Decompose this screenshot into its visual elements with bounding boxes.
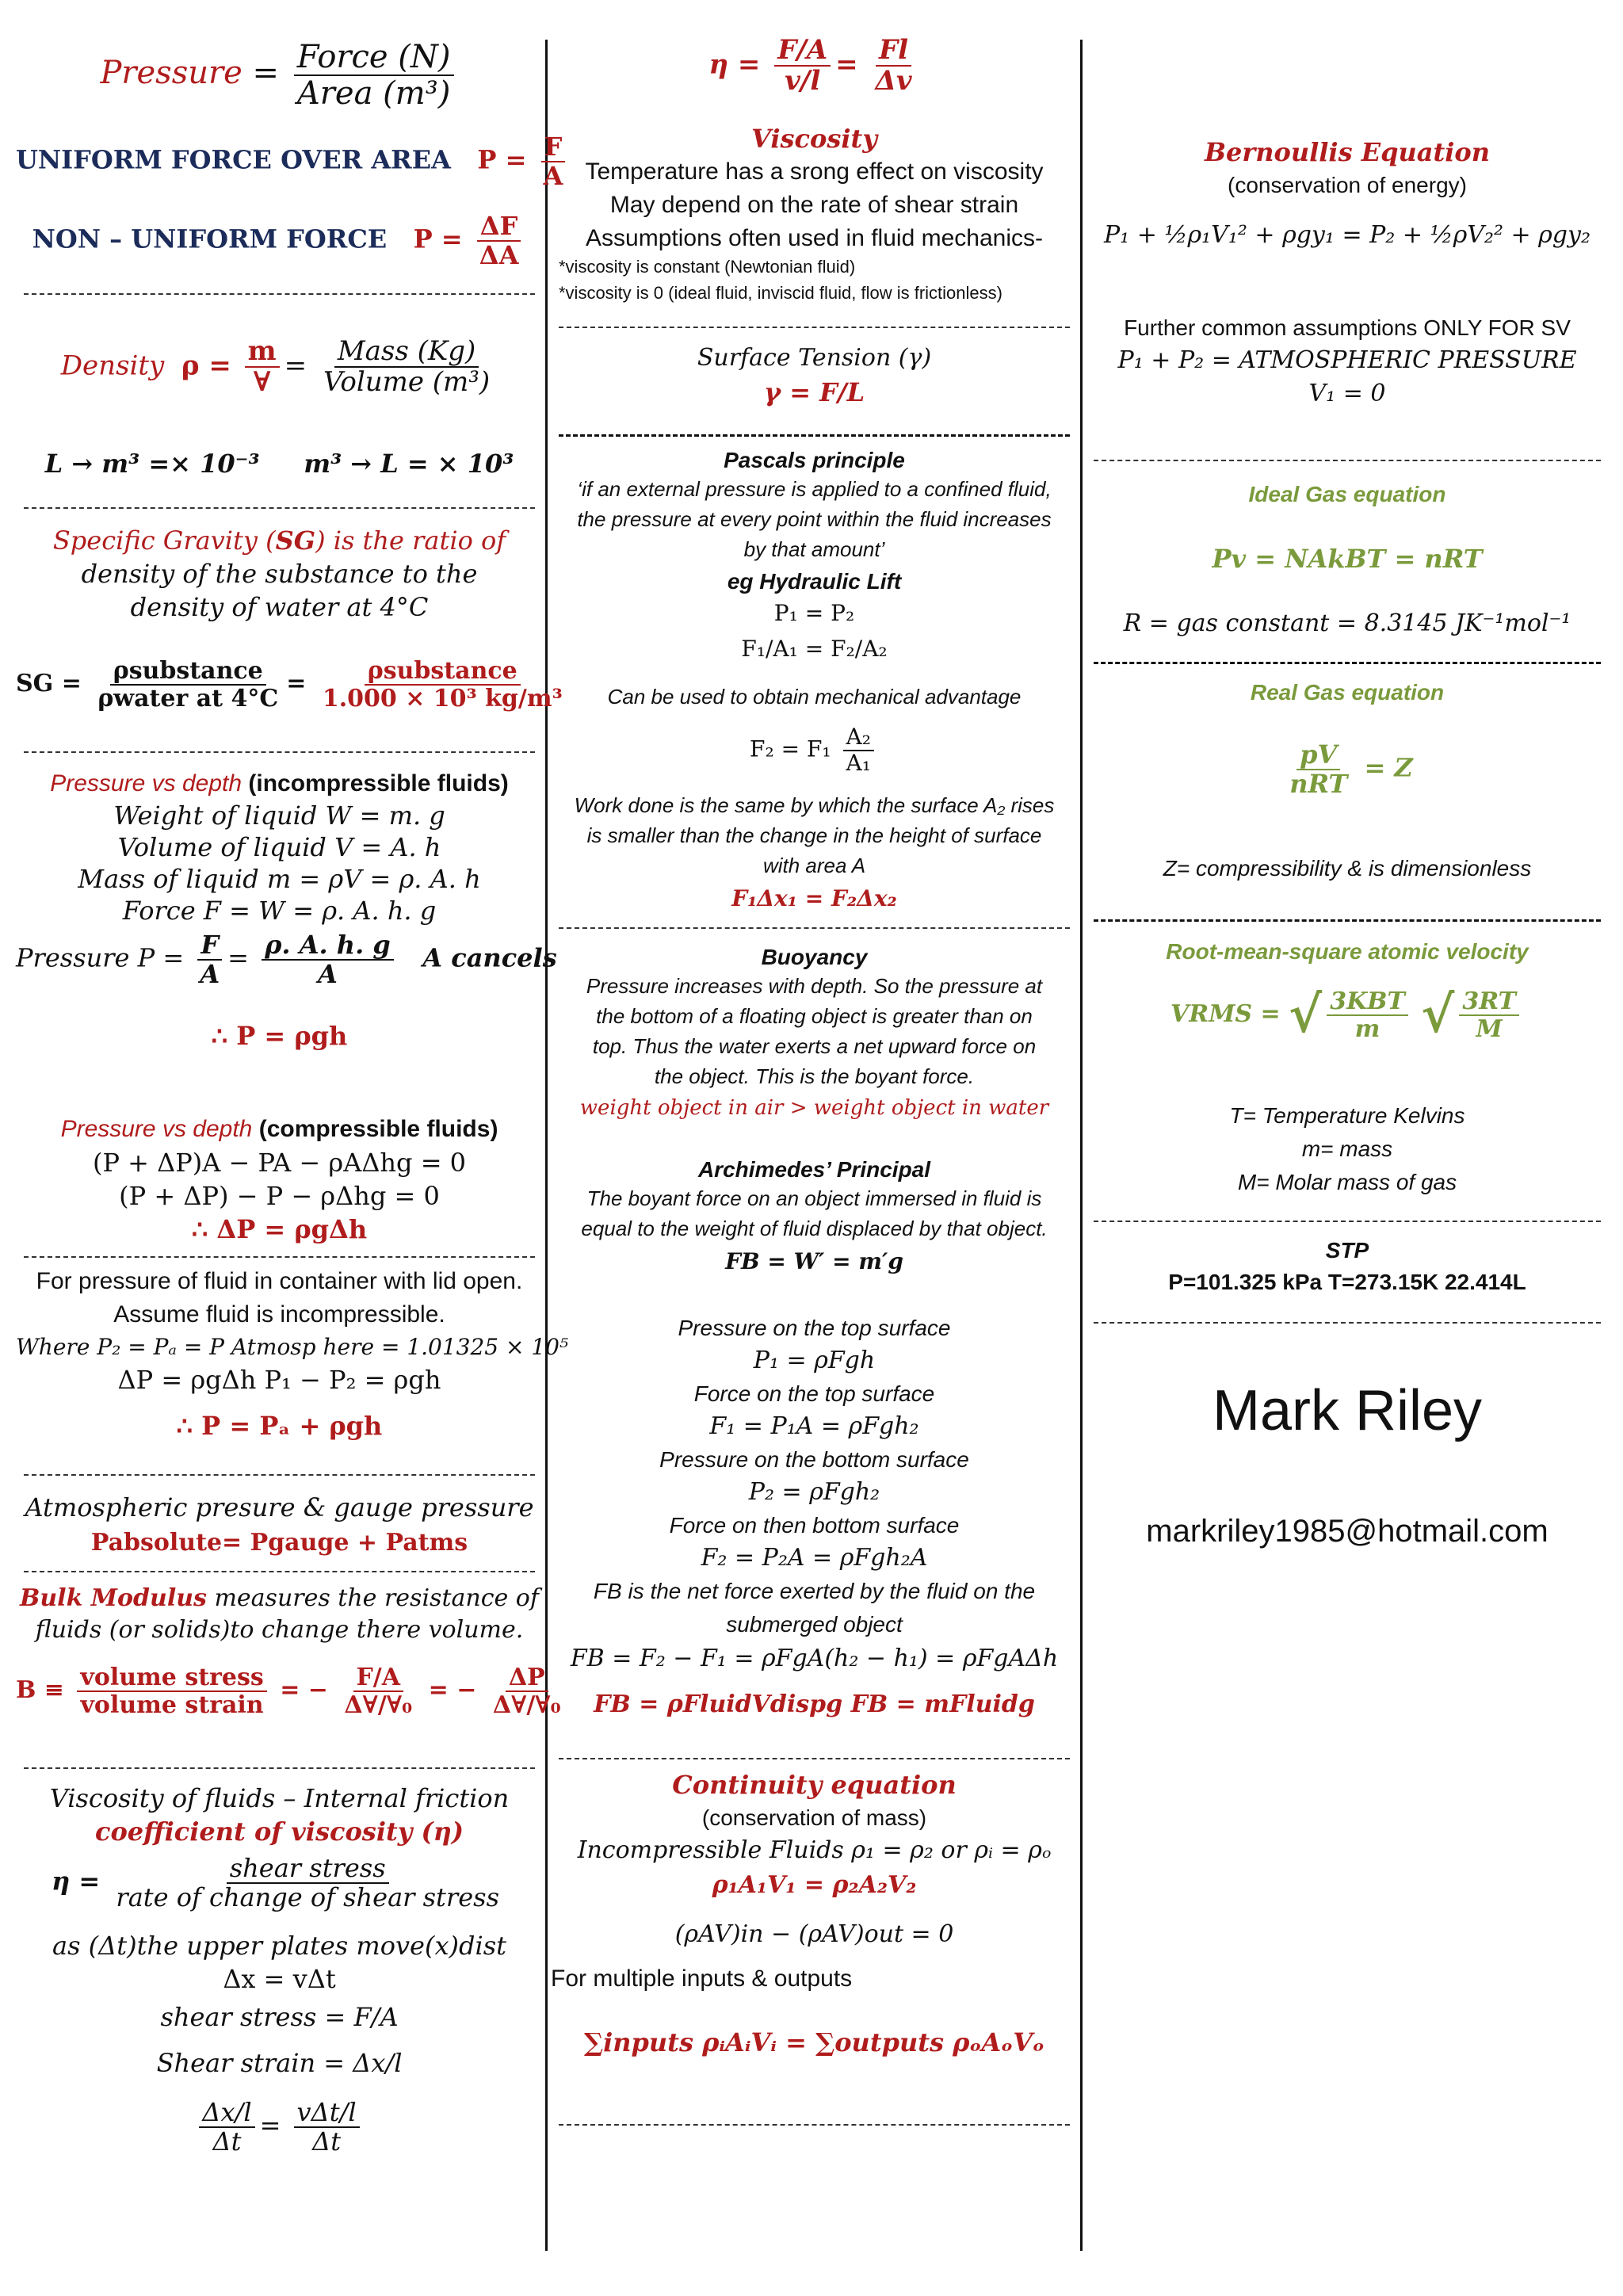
sg-text-a: Specific Gravity (: [52, 525, 276, 556]
column-divider-right: [1080, 40, 1083, 2251]
visc-fraction-5: [294, 2099, 360, 2156]
pressure-fraction: [294, 40, 454, 111]
bulk-denominator-3: Δ∀/∀₀: [492, 1691, 561, 1719]
ideal-gas-line-1: Pv = NAkBT = nRT: [1212, 544, 1483, 574]
stp-line-1: P=101.325 kPa T=273.15K 22.414L: [1168, 1270, 1526, 1294]
real-gas-fraction: [1286, 741, 1350, 798]
bulk-fraction-2: [341, 1664, 415, 1718]
nonuniform-denominator: ΔA: [479, 240, 519, 271]
pvd-fraction-2: [262, 931, 394, 988]
bernoulli-line-1: (conservation of energy): [1228, 173, 1467, 197]
atm-line-2: Pabsolute= Pgauge + Patms: [90, 1529, 468, 1557]
bernoulli-title: Bernoullis Equation: [1204, 137, 1491, 167]
pvd-pressure: Pressure P = $\frac{F}{A}$ = $\frac{\rho. A. h. g}{A}$ A cancels: [16, 930, 557, 990]
divider: [24, 1474, 535, 1476]
viscosity-title: Viscosity: [751, 124, 877, 154]
bulk-equation: [16, 1664, 561, 1719]
bernoulli-line-3: Further common assumptions ONLY FOR SV: [1124, 315, 1571, 340]
rms-fraction-1: [1327, 988, 1408, 1042]
continuity-line-6: ∑inputs ρᵢAᵢVᵢ = ∑outputs ρₒAₒVₒ: [584, 2027, 1044, 2057]
pvd-line-1: Weight of liquid W = m. g: [113, 800, 445, 831]
real-gas-title: Real Gas equation: [1250, 680, 1445, 705]
pvdc-title: Pressure vs depth: [60, 1116, 253, 1142]
continuity-line-1: (conservation of mass): [701, 1805, 927, 1830]
bulk-denominator-1: volume strain: [80, 1691, 264, 1719]
divider: [1094, 662, 1601, 664]
rms-line-1: T= Temperature Kelvins: [1229, 1103, 1465, 1128]
density-denominator-2: Volume (m³): [323, 366, 491, 399]
archimedes-title: Archimedes’ Principal: [697, 1157, 931, 1182]
pascal-line-9: is smaller than the change in the height of surface: [586, 823, 1042, 847]
pvd-subtitle: (incompressible fluids): [248, 770, 509, 797]
bulk-line-1: [16, 1585, 543, 1612]
surface-line-11: FB = F₂ − F₁ = ρFgA(h₂ − h₁) = ρFgAΔh: [570, 1645, 1059, 1672]
pascal-line-1: ‘if an external pressure is applied to a confined fluid,: [577, 477, 1052, 501]
divider: [559, 434, 1070, 437]
lid-line-2: Assume fluid is incompressible.: [113, 1301, 445, 1328]
ideal-gas-title: Ideal Gas equation: [1248, 482, 1446, 506]
divider: [24, 293, 535, 295]
sqrt-icon: √: [1289, 985, 1323, 1045]
archimedes-line-1: The boyant force on an object immersed in fluid is: [586, 1186, 1042, 1210]
visc-denominator-4: Δt: [212, 2126, 242, 2157]
rms-denominator-1: m: [1354, 1014, 1381, 1043]
visc-line-1: Viscosity of fluids – Internal friction: [49, 1783, 510, 1813]
pascal-numerator: A₂: [843, 725, 874, 751]
equals-sign: =: [252, 55, 280, 91]
visc-line-3: as (Δt)the upper plates move(x)dist: [52, 1931, 506, 1961]
uniform-numerator: F: [541, 133, 566, 162]
pressure-equation: [16, 40, 543, 111]
bulk-fraction-1: [77, 1664, 266, 1718]
sg-equation: SG = $\frac{\text{ρsubstance}}{\text{ρwater at 4°C}}$ = $\frac{\text{ρsubstance}}{\text{1.000 × 10³ kg/m³}}$: [16, 658, 543, 712]
rms-fraction-2: [1459, 988, 1519, 1042]
rms-lhs: VRMS =: [1170, 999, 1281, 1028]
visc-numerator-5: vΔt/l: [294, 2099, 360, 2128]
bulk-numerator-2: F/A: [353, 1664, 404, 1692]
sg-denominator-2: 1.000 × 10³ kg/m³: [322, 685, 563, 712]
buoyancy-line-4: the object. This is the boyant force.: [654, 1064, 975, 1088]
sg-text-b: SG: [275, 525, 316, 556]
surface-line-12: FB = ρFluidVdispg FB = mFluidg: [594, 1690, 1035, 1718]
bulk-numerator-1: volume stress: [77, 1664, 266, 1692]
visc-eta-equation: [16, 1855, 543, 1912]
eta-fraction-1: [774, 36, 831, 97]
pascal-line-11: F₁Δx₁ = F₂Δx₂: [731, 885, 897, 911]
author-name: Mark Riley: [1212, 1379, 1483, 1442]
density-numerator-1: m: [245, 337, 280, 368]
sg-denominator-1: ρwater at 4°C: [97, 685, 279, 712]
archimedes-line-3: FB = W′ = m′g: [725, 1248, 903, 1274]
buoyancy-line-1: Pressure increases with depth. So the pressure at: [586, 974, 1043, 998]
pascal-line-7: Can be used to obtain mechanical advantage: [607, 685, 1022, 709]
pascal-f2-lhs: F₂ = F₁: [750, 735, 831, 762]
visc-fraction-4: [199, 2099, 254, 2156]
density-numerator-2: Mass (Kg): [334, 337, 479, 368]
divider: [559, 327, 1070, 328]
pascal-line-6: F₁/A₁ = F₂/A₂: [741, 636, 888, 662]
lid-line-4: ΔP = ρgΔh P₁ − P₂ = ρgh: [117, 1365, 441, 1395]
surface-tension-formula: γ = F/L: [763, 377, 865, 407]
sg-line-3: density of water at 4°C: [130, 592, 429, 622]
continuity-line-5: For multiple inputs & outputs: [551, 1966, 853, 1992]
pressure-lhs: Pressure: [100, 55, 242, 91]
divider: [559, 2124, 1070, 2126]
atm-line-1: Atmospheric presure & gauge pressure: [25, 1492, 534, 1522]
pvd-result: ∴ P = ρgh: [211, 1021, 348, 1051]
sqrt-icon: √: [1421, 985, 1455, 1045]
divider: [1094, 460, 1601, 461]
rms-numerator-1: 3KBT: [1327, 988, 1408, 1016]
pvd-pressure-lhs: Pressure P =: [16, 942, 185, 973]
visc-line-5: shear stress = F/A: [160, 2002, 399, 2032]
visc-line-2: coefficient of viscosity (η): [94, 1817, 464, 1847]
visc-line-6: Shear strain = Δx/l: [156, 2048, 403, 2078]
conversion-m3-to-l: m³ → L = × 10³: [304, 449, 514, 479]
rms-equation: [1086, 987, 1609, 1044]
pvdc-line-2: (P + ΔP) − P − ρΔhg = 0: [119, 1181, 440, 1211]
surface-line-8: F₂ = P₂A = ρFgh₂A: [701, 1544, 928, 1572]
bulk-text-1: measures the resistance of: [214, 1584, 539, 1612]
bulk-line-2: fluids (or solids)to change there volume.: [35, 1616, 524, 1644]
visc-eta-lhs: η =: [52, 1866, 101, 1897]
bulk-equals-2: = −: [280, 1676, 328, 1704]
stp-title: STP: [1325, 1238, 1369, 1263]
pvd-heading: [16, 770, 543, 797]
visc-denominator-5: Δt: [312, 2126, 342, 2157]
viscosity-line-5: *viscosity is 0 (ideal fluid, inviscid fluid, flow is frictionless): [559, 283, 1002, 303]
pascal-line-10: with area A: [762, 854, 866, 877]
eta-denominator-1: v/l: [785, 65, 821, 97]
viscosity-line-2: May depend on the rate of shear strain: [609, 192, 1019, 218]
eta-numerator-1: F/A: [774, 36, 831, 67]
surface-line-4: F₁ = P₁A = ρFgh₂: [709, 1412, 919, 1440]
pascal-line-4: eg Hydraulic Lift: [727, 569, 902, 594]
visc-eta-denominator: rate of change of shear stress: [116, 1882, 499, 1913]
divider: [1094, 919, 1601, 922]
divider: [24, 1767, 535, 1769]
rms-title: Root-mean-square atomic velocity: [1166, 939, 1529, 964]
surface-tension-title: Surface Tension (γ): [697, 344, 932, 372]
surface-line-1: Pressure on the top surface: [678, 1316, 951, 1340]
pvd-line-4: Force F = W = ρ. A. h. g: [122, 896, 437, 926]
pascal-f2-equation: [551, 725, 1078, 776]
lid-line-1: For pressure of fluid in container with lid open.: [36, 1268, 523, 1294]
sg-text-c: ) is the ratio of: [315, 525, 506, 556]
bulk-denominator-2: Δ∀/∀₀: [344, 1691, 413, 1719]
lid-result: ∴ P = Pₐ + ρgh: [176, 1411, 383, 1441]
pvd-denominator-1: A: [200, 959, 220, 990]
divider: [559, 927, 1070, 929]
bernoulli-line-5: V₁ = 0: [1308, 380, 1386, 407]
bulk-title: Bulk Modulus: [20, 1584, 207, 1612]
uniform-label: UNIFORM FORCE OVER AREA: [16, 144, 451, 175]
nonuniform-lhs: P =: [413, 223, 463, 254]
real-gas-numerator: pV: [1296, 741, 1340, 770]
uniform-denominator: A: [543, 161, 563, 192]
buoyancy-line-3: top. Thus the water exerts a net upward force on: [592, 1034, 1037, 1058]
surface-line-7: Force on then bottom surface: [669, 1513, 960, 1538]
real-gas-equation: [1086, 741, 1609, 798]
sg-line-1: [16, 527, 543, 556]
column-divider-left: [545, 40, 548, 2251]
visc-final-equation: $\frac{\Delta x/l}{\Delta t}$ = $\frac{\text{vΔt/l}}{\Delta t}$: [16, 2099, 543, 2156]
density-label: Density: [60, 350, 165, 382]
pressure-denominator: Area (m³): [296, 75, 451, 112]
density-fraction-2: [320, 337, 493, 398]
density-denominator-1: ∀: [253, 366, 271, 399]
uniform-force: [16, 132, 563, 192]
surface-line-2: P₁ = ρFgh: [753, 1347, 876, 1374]
divider: [24, 1571, 535, 1572]
real-gas-denominator: nRT: [1289, 769, 1348, 800]
eta-fraction-2: [873, 36, 915, 97]
bernoulli-line-2: P₁ + ½ρ₁V₁² + ρgy₁ = P₂ + ½ρV₂² + ρgy₂: [1104, 221, 1591, 249]
sg-numerator-2: ρsubstance: [365, 658, 521, 686]
nonuniform-label: NON – UNIFORM FORCE: [32, 223, 388, 254]
rms-numerator-2: 3RT: [1459, 988, 1519, 1016]
bulk-equals-3: = −: [428, 1676, 477, 1704]
pvd-title: Pressure vs depth: [50, 770, 242, 797]
eta-denominator-2: Δv: [875, 65, 912, 97]
bernoulli-line-4: P₁ + P₂ = ATMOSPHERIC PRESSURE: [1117, 346, 1577, 374]
surface-line-10: submerged object: [726, 1612, 903, 1637]
real-gas-line-1: Z= compressibility & is dimensionless: [1163, 856, 1532, 881]
pvd-denominator-2: A: [318, 959, 338, 990]
divider: [559, 1758, 1070, 1759]
sg-line-2: density of the substance to the: [81, 559, 478, 589]
nonuniform-numerator: ΔF: [477, 212, 521, 242]
pvd-numerator-2: ρ. A. h. g: [262, 931, 394, 961]
surface-line-6: P₂ = ρFgh₂: [748, 1478, 880, 1506]
pascal-denominator: A₁: [846, 749, 871, 776]
buoyancy-title: Buoyancy: [761, 945, 868, 969]
lid-line-3: Where P₂ = Pₐ = P Atmosp here = 1.01325 × 10⁵: [16, 1334, 569, 1360]
ideal-gas-line-2: R = gas constant = 8.3145 JK⁻¹mol⁻¹: [1123, 609, 1571, 637]
pvd-line-3: Mass of liquid m = ρV = ρ. A. h: [78, 864, 481, 894]
buoyancy-line-5: weight object in air > weight object in water: [579, 1096, 1049, 1120]
density-equation: Density ρ = $\frac{m}{\forall}$ = $\frac{\text{Mass (Kg)}}{\text{Volume (m³)}}$: [16, 337, 543, 398]
nonuniform-force: [16, 212, 543, 269]
continuity-title: Continuity equation: [672, 1770, 957, 1800]
surface-line-9: FB is the net force exerted by the fluid on the: [593, 1579, 1036, 1603]
pvdc-line-1: (P + ΔP)A − PA − ρAΔhg = 0: [92, 1148, 467, 1178]
divider: [24, 751, 535, 753]
visc-eta-numerator: shear stress: [227, 1855, 389, 1884]
viscosity-line-4: *viscosity is constant (Newtonian fluid): [559, 257, 856, 277]
visc-line-4: Δx = vΔt: [223, 1964, 336, 1994]
archimedes-line-2: equal to the weight of fluid displaced by that object.: [581, 1217, 1048, 1240]
real-gas-rhs: = Z: [1364, 752, 1413, 783]
sg-numerator-1: ρsubstance: [110, 658, 266, 686]
rms-line-3: M= Molar mass of gas: [1237, 1170, 1457, 1194]
visc-numerator-4: Δx/l: [199, 2099, 254, 2128]
divider: [1094, 1322, 1601, 1324]
continuity-line-3: ρ₁A₁V₁ = ρ₂A₂V₂: [712, 1871, 917, 1899]
conversion-l-to-m3: L → m³ =× 10⁻³: [44, 449, 260, 479]
uniform-lhs: P =: [477, 144, 527, 175]
eta-numerator-2: Fl: [876, 36, 911, 67]
pvd-line-2: Volume of liquid V = A. h: [117, 832, 441, 862]
pascal-line-8: Work done is the same by which the surface A₂ rises: [574, 793, 1055, 817]
pvd-note: A cancels: [422, 942, 557, 973]
pascal-line-5: P₁ = P₂: [773, 600, 855, 626]
rms-line-2: m= mass: [1301, 1137, 1393, 1161]
nonuniform-fraction: [476, 212, 522, 269]
viscosity-line-1: Temperature has a srong effect on viscosity: [585, 159, 1044, 185]
pascal-title: Pascals principle: [724, 448, 905, 472]
pvdc-subtitle: (compressible fluids): [258, 1116, 498, 1142]
continuity-line-2: Incompressible Fluids ρ₁ = ρ₂ or ρᵢ = ρₒ: [577, 1836, 1052, 1864]
author-email[interactable]: markriley1985@hotmail.com: [1146, 1514, 1549, 1549]
surface-line-3: Force on the top surface: [693, 1381, 935, 1406]
pascal-line-3: by that amount’: [743, 537, 885, 561]
bulk-lhs: B ≡: [16, 1676, 64, 1704]
pvd-fraction-1: [197, 931, 223, 988]
eta-lhs: η =: [708, 48, 761, 81]
surface-line-5: Pressure on the bottom surface: [659, 1447, 969, 1472]
bulk-numerator-3: ΔP: [506, 1664, 548, 1692]
buoyancy-line-2: the bottom of a floating object is greater than on: [596, 1004, 1033, 1028]
sg-fraction-2: [319, 658, 566, 712]
unit-conversions: [16, 450, 543, 479]
divider: [24, 1256, 535, 1258]
eta-equation: η = $\frac{F/A}{v/l}$ = $\frac{Fl}{\Delta v}$: [551, 36, 1078, 97]
pascal-line-2: the pressure at every point within the fluid increases: [577, 507, 1052, 531]
pascal-fraction: [843, 725, 874, 776]
pvdc-heading: [16, 1116, 543, 1143]
visc-eta-fraction: [113, 1855, 502, 1912]
viscosity-line-3: Assumptions often used in fluid mechanics-: [586, 225, 1043, 251]
density-rho: ρ =: [181, 350, 231, 382]
sg-lhs: SG =: [16, 670, 82, 697]
sg-fraction-1: [94, 658, 281, 712]
pvd-numerator-1: F: [197, 931, 222, 961]
divider: [1094, 1221, 1601, 1222]
density-fraction-1: [245, 337, 280, 398]
continuity-line-4: (ρAV)in − (ρAV)out = 0: [674, 1920, 954, 1948]
pressure-numerator: Force (N): [294, 40, 454, 76]
pvdc-result: ∴ ΔP = ρgΔh: [191, 1214, 368, 1244]
rms-denominator-2: M: [1476, 1014, 1503, 1043]
divider: [24, 507, 535, 509]
